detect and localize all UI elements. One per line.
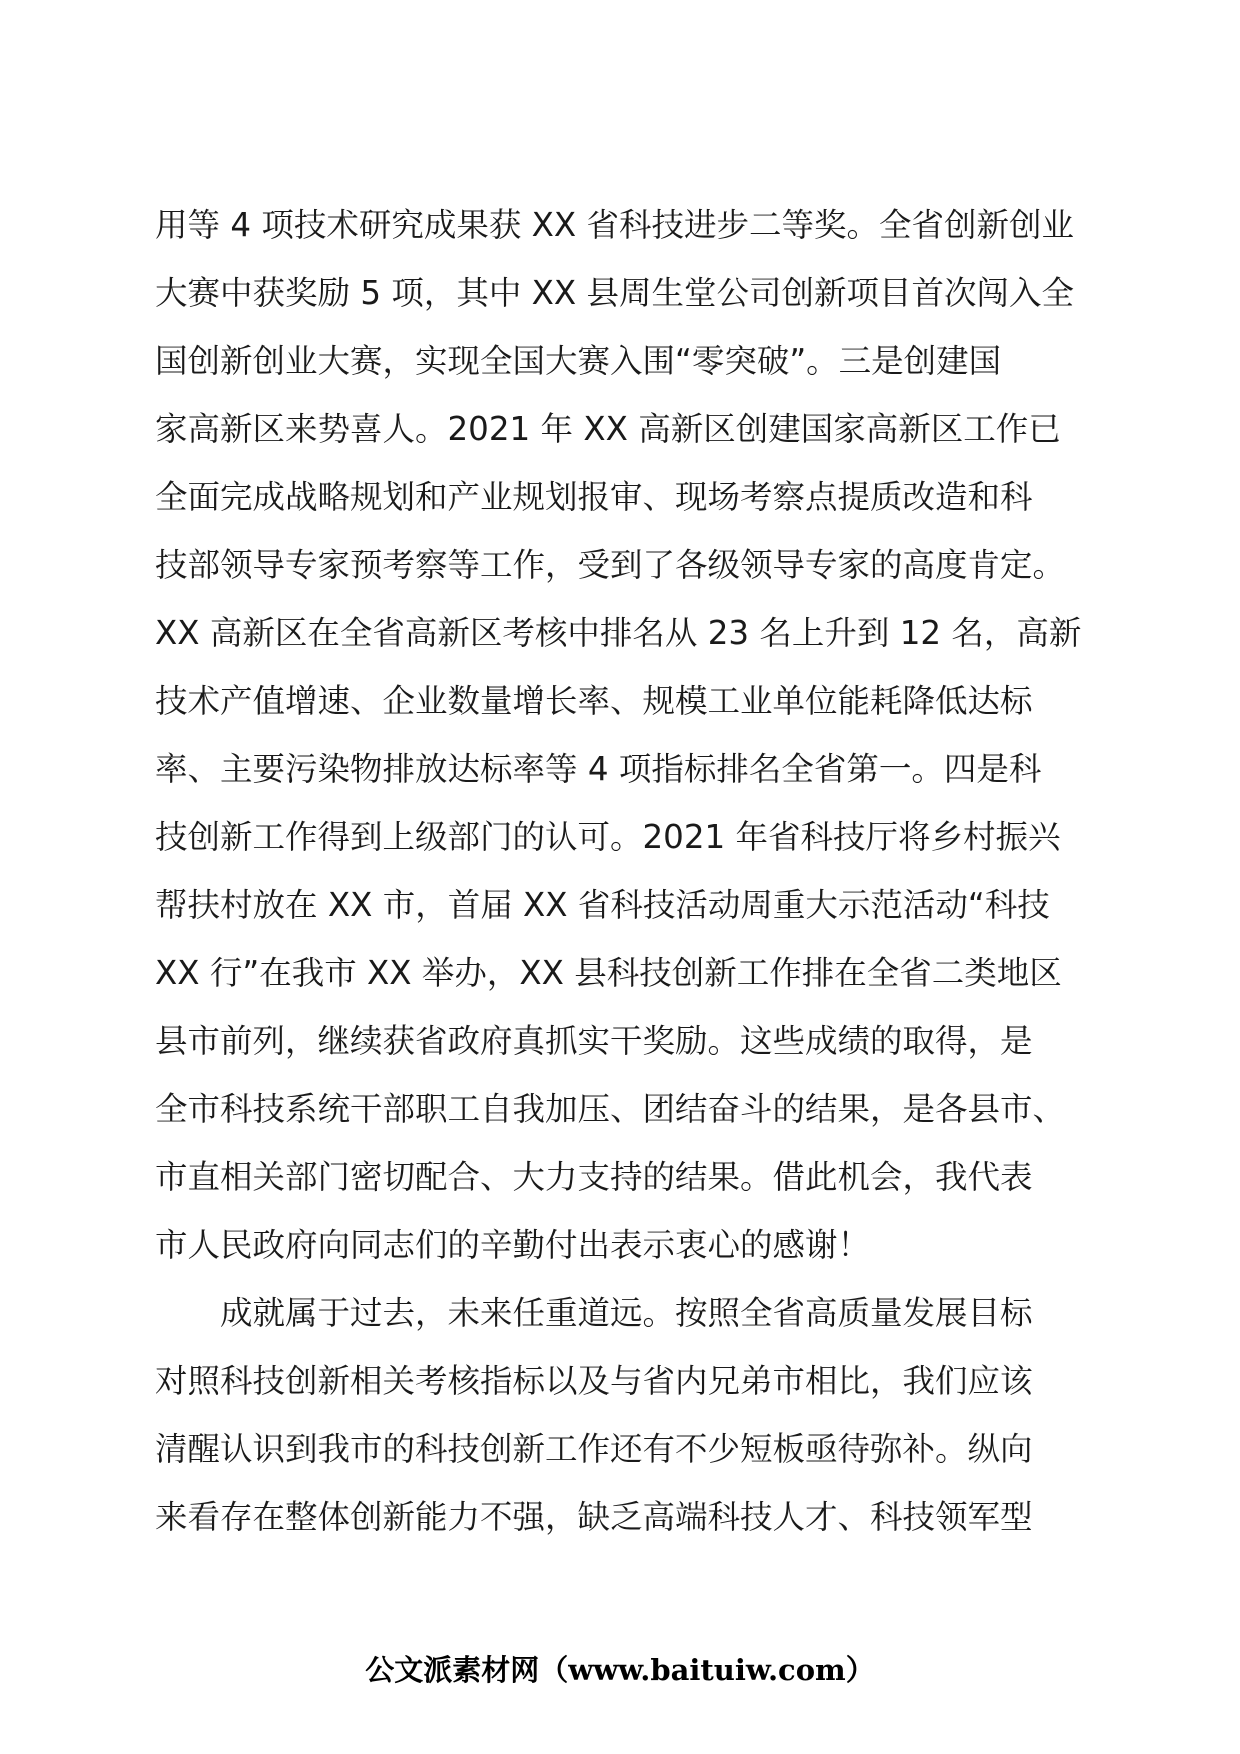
footer-source-text: 公文派素材网（www.baituiw.com）	[365, 1653, 875, 1687]
text-line: 县市前列，继续获省政府真抓实干奖励。这些成绩的取得，是	[155, 1022, 1033, 1060]
text-line: 全市科技系统干部职工自我加压、团结奋斗的结果，是各县市、	[155, 1090, 1066, 1128]
text-line: XX 高新区在全省高新区考核中排名从 23 名上升到 12 名，高新	[155, 614, 1082, 652]
text-line: 全面完成战略规划和产业规划报审、现场考察点提质改造和科	[155, 478, 1033, 516]
text-line: 大赛中获奖励 5 项，其中 XX 县周生堂公司创新项目首次闯入全	[155, 274, 1075, 312]
paragraph-1	[155, 191, 1090, 1279]
text-line: 技术产值增速、企业数量增长率、规模工业单位能耗降低达标	[155, 682, 1033, 720]
text-line: 家高新区来势喜人。2021 年 XX 高新区创建国家高新区工作已	[155, 410, 1061, 448]
text-line: 用等 4 项技术研究成果获 XX 省科技进步二等奖。全省创新创业	[155, 206, 1075, 244]
text-line: 率、主要污染物排放达标率等 4 项指标排名全省第一。四是科	[155, 750, 1042, 788]
text-line: 帮扶村放在 XX 市，首届 XX 省科技活动周重大示范活动“科技	[155, 886, 1050, 924]
page-footer	[0, 1648, 1240, 1689]
text-line: 对照科技创新相关考核指标以及与省内兄弟市相比，我们应该	[155, 1362, 1033, 1400]
document-body	[155, 191, 1090, 1551]
text-line: 清醒认识到我市的科技创新工作还有不少短板亟待弥补。纵向	[155, 1430, 1033, 1468]
text-line: 国创新创业大赛，实现全国大赛入围“零突破”。三是创建国	[155, 342, 1002, 380]
text-line: 成就属于过去，未来任重道远。按照全省高质量发展目标	[220, 1294, 1033, 1332]
text-line: XX 行”在我市 XX 举办，XX 县科技创新工作排在全省二类地区	[155, 954, 1062, 992]
paragraph-2	[155, 1279, 1090, 1551]
text-line: 技部领导专家预考察等工作，受到了各级领导专家的高度肯定。	[155, 546, 1066, 584]
text-line: 市人民政府向同志们的辛勤付出表示衷心的感谢！	[155, 1226, 871, 1264]
text-line: 技创新工作得到上级部门的认可。2021 年省科技厅将乡村振兴	[155, 818, 1061, 856]
text-line: 来看存在整体创新能力不强，缺乏高端科技人才、科技领军型	[155, 1498, 1033, 1536]
text-line: 市直相关部门密切配合、大力支持的结果。借此机会，我代表	[155, 1158, 1033, 1196]
